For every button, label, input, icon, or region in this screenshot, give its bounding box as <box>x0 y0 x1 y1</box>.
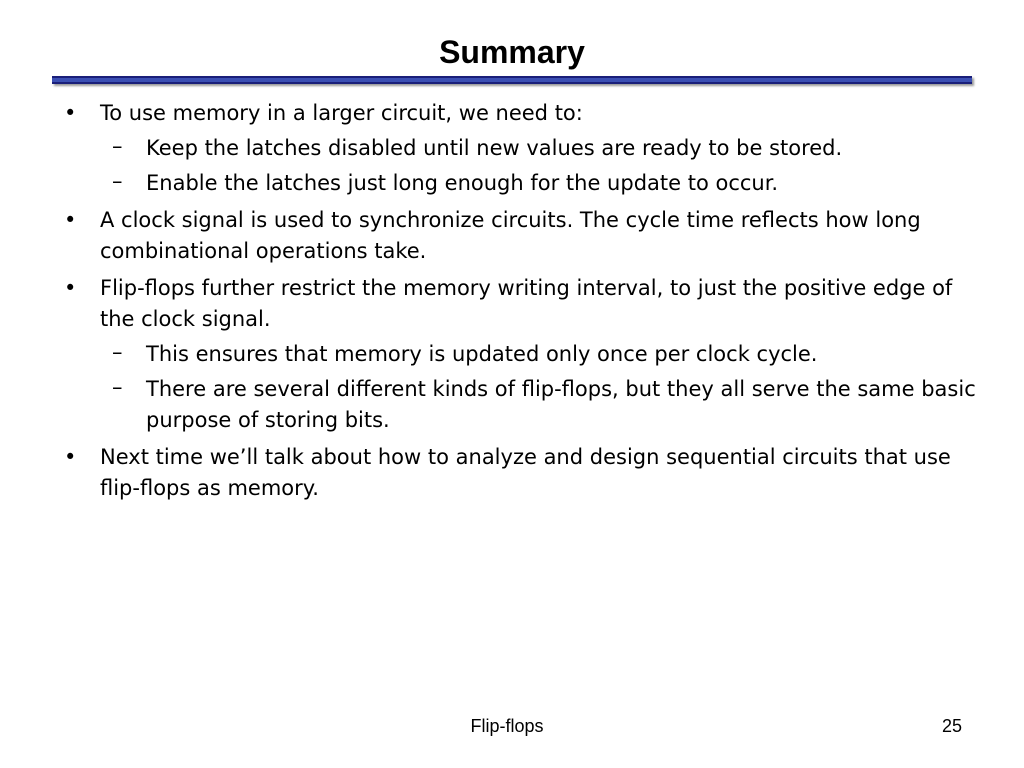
sub-list <box>100 133 980 199</box>
bullet-text: To use memory in a larger circuit, we need to: <box>100 101 583 125</box>
sub-bullet-item <box>100 168 980 199</box>
sub-bullet-item <box>100 133 980 164</box>
sub-list <box>100 339 980 436</box>
bullet-text: Flip-flops further restrict the memory writing interval, to just the positive edge of the clock signal. <box>100 276 953 331</box>
sub-bullet-text: Keep the latches disabled until new values are ready to be stored. <box>146 136 843 160</box>
bullet-marker: • <box>64 276 77 300</box>
bullet-marker: • <box>64 101 77 125</box>
title-divider <box>52 76 972 84</box>
dash-marker: – <box>112 340 123 364</box>
dash-marker: – <box>112 169 123 193</box>
bullet-text: Next time we’ll talk about how to analyze and design sequential circuits that use flip-flops as memory. <box>100 445 951 500</box>
sub-bullet-item <box>100 374 980 436</box>
dash-marker: – <box>112 134 123 158</box>
sub-bullet-text: Enable the latches just long enough for the update to occur. <box>146 171 779 195</box>
bullet-text: A clock signal is used to synchronize circuits. The cycle time reflects how long combinational operations take. <box>100 208 921 263</box>
dash-marker: – <box>112 375 123 399</box>
footer-label: Flip-flops <box>470 716 544 736</box>
sub-bullet-text: This ensures that memory is updated only once per clock cycle. <box>146 342 818 366</box>
page-number: 25 <box>941 716 962 736</box>
bullet-item <box>60 98 980 199</box>
sub-bullet-item <box>100 339 980 370</box>
slide-title: Summary <box>439 34 585 70</box>
bullet-item <box>60 442 980 504</box>
bullet-marker: • <box>64 208 77 232</box>
bullet-item <box>60 273 980 436</box>
bullet-item <box>60 205 980 267</box>
sub-bullet-text: There are several different kinds of flip-flops, but they all serve the same basic purpose of storing bits. <box>146 377 976 432</box>
slide-content <box>60 98 980 510</box>
bullet-marker: • <box>64 445 77 469</box>
